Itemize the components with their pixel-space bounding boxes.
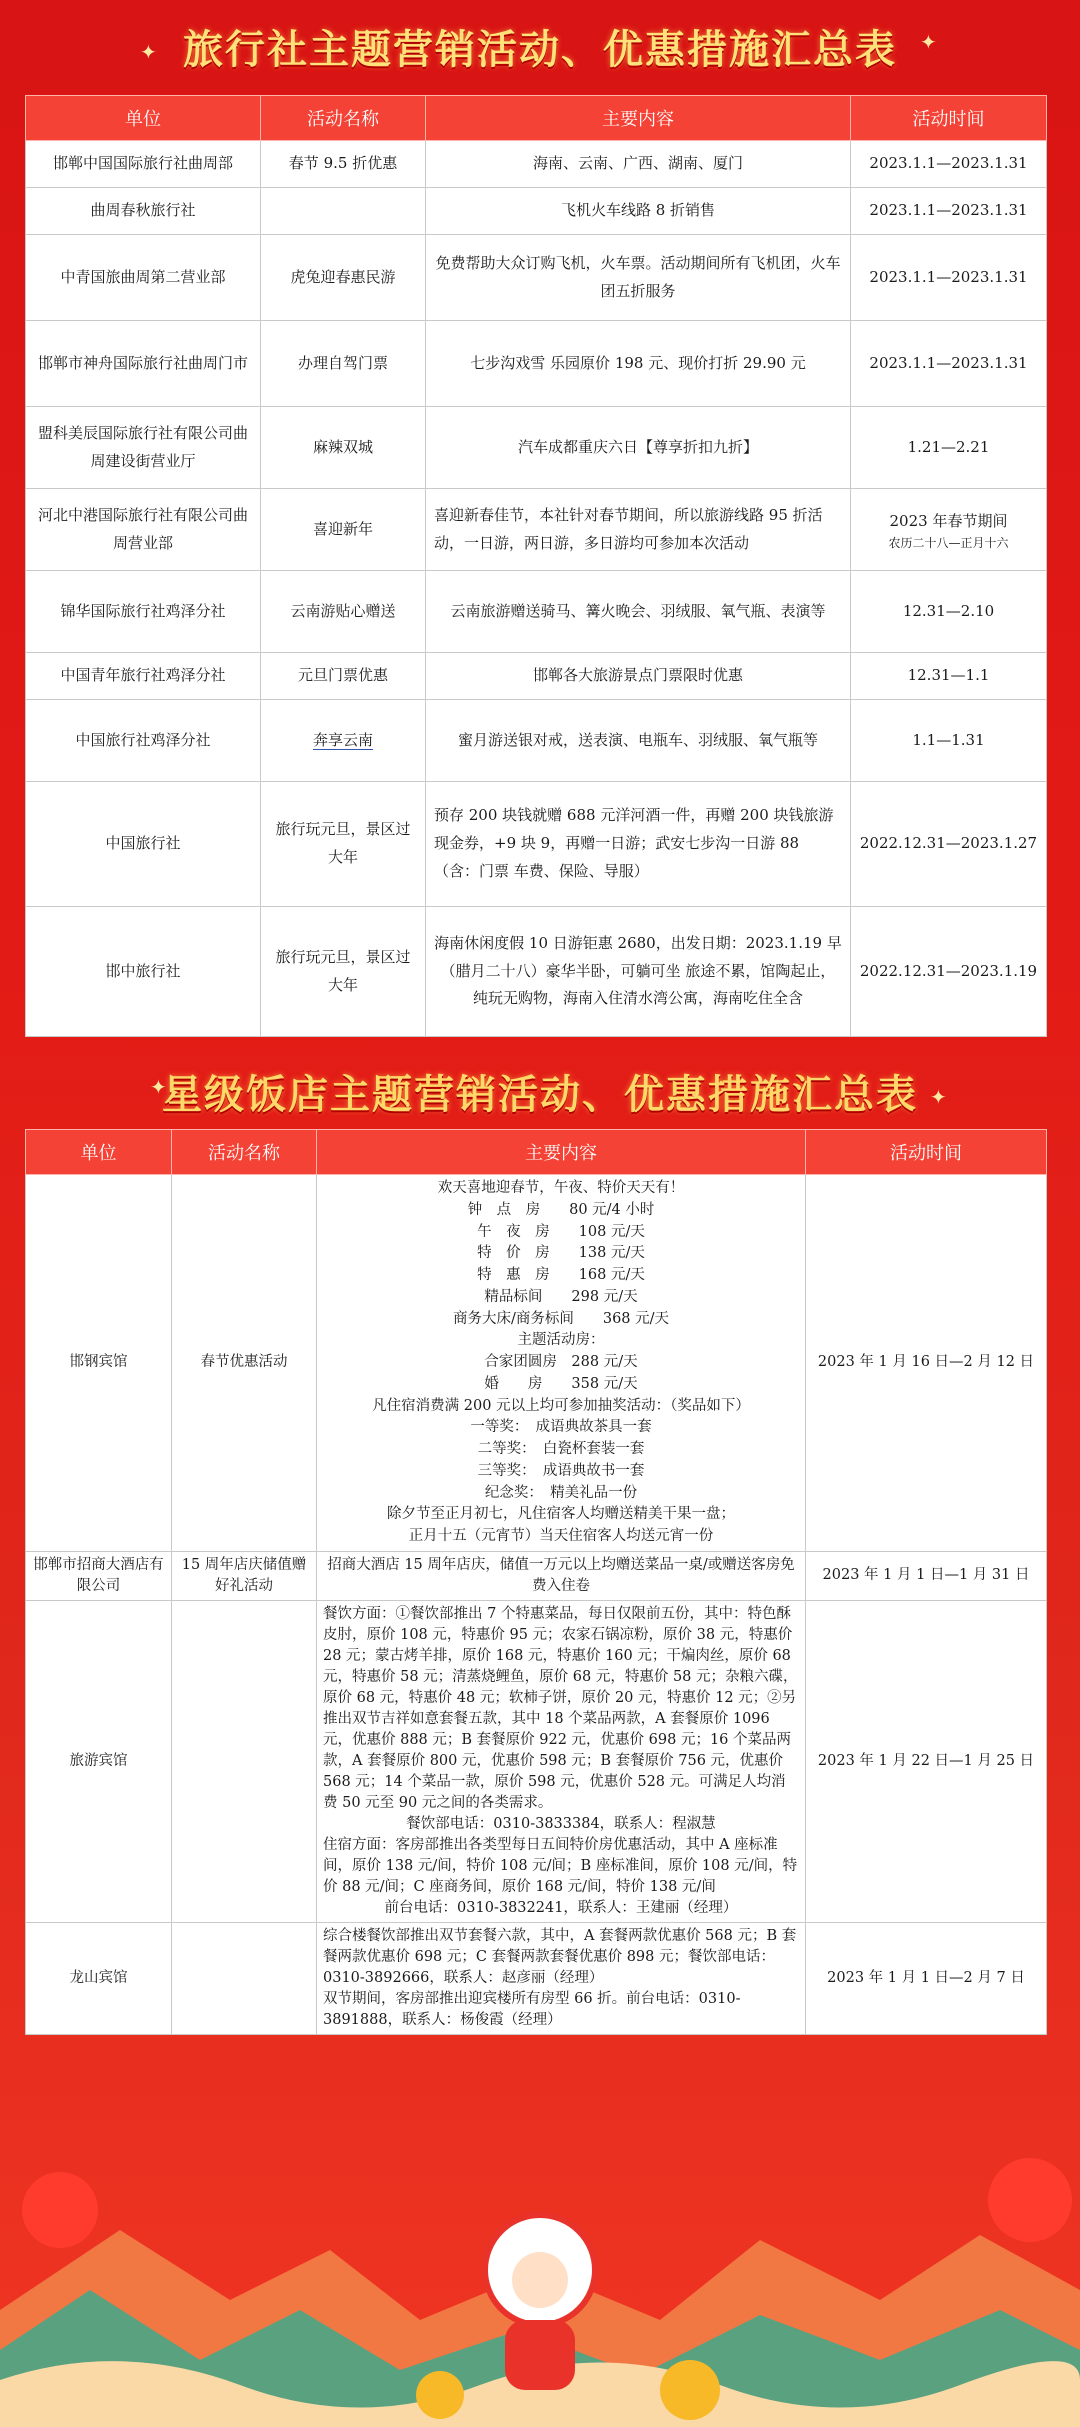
gold-coin-icon — [660, 2360, 720, 2420]
cell-content: 蜜月游送银对戒，送表演、电瓶车、羽绒服、氧气瓶等 — [426, 700, 851, 782]
table-row — [26, 907, 1047, 1037]
table1-title: 旅行社主题营销活动、优惠措施汇总表 — [183, 27, 897, 73]
table-row — [26, 782, 1047, 907]
content-line: 婚 房 358 元/天 — [484, 1375, 638, 1392]
cell-activity — [172, 1600, 317, 1922]
cell-activity — [261, 188, 426, 235]
cell-content: 七步沟戏雪 乐园原价 198 元、现价打折 29.90 元 — [426, 321, 851, 407]
sparkle-icon: ✦ — [140, 40, 157, 64]
cell-activity — [261, 700, 426, 782]
cell-content — [317, 1600, 806, 1922]
cell-time: 1.21—2.21 — [851, 407, 1047, 489]
header-content: 主要内容 — [426, 96, 851, 141]
cell-time: 2023 年 1 月 1 日—1 月 31 日 — [806, 1551, 1047, 1600]
cell-unit: 盟科美辰国际旅行社有限公司曲周建设街营业厅 — [26, 407, 261, 489]
content-line: 除夕节至正月初七，凡住宿客人均赠送精美干果一盘； — [387, 1506, 735, 1523]
content-line: 商务大床/商务标间 368 元/天 — [452, 1310, 670, 1327]
content-line: 正月十五（元宵节）当天住宿客人均送元宵一份 — [408, 1528, 714, 1544]
cell-unit: 曲周春秋旅行社 — [26, 188, 261, 235]
content-line: 合家团圆房 288 元/天 — [484, 1354, 638, 1370]
cell-content — [317, 1923, 806, 2035]
content-line: 特 价 房 138 元/天 — [477, 1245, 645, 1262]
header-time: 活动时间 — [806, 1130, 1047, 1175]
cell-time: 12.31—1.1 — [851, 653, 1047, 700]
sparkle-icon: ✦ — [930, 1085, 947, 1109]
cell-activity — [172, 1923, 317, 2035]
cell-unit: 河北中港国际旅行社有限公司曲周营业部 — [26, 489, 261, 571]
table-row — [26, 188, 1047, 235]
cell-time-main: 2023 年春节期间 — [889, 511, 1008, 530]
cell-time: 2022.12.31—2023.1.19 — [851, 907, 1047, 1037]
table-row — [26, 407, 1047, 489]
cell-time: 2023 年 1 月 16 日—2 月 12 日 — [806, 1175, 1047, 1552]
cell-activity: 春节优惠活动 — [172, 1175, 317, 1552]
content-line: 主题活动房： — [517, 1332, 605, 1349]
cell-content: 海南休闲度假 10 日游钜惠 2680，出发日期：2023.1.19 早（腊月二十八）豪华半卧，可躺可坐 旅途不累，馆陶起止，纯玩无购物，海南入住清水湾公寓，海南吃住全含 — [426, 907, 851, 1037]
cell-activity: 喜迎新年 — [261, 489, 426, 571]
cell-activity: 办理自驾门票 — [261, 321, 426, 407]
content-paragraph: 餐饮方面：①餐饮部推出 7 个特惠菜品，每日仅限前五份，其中：特色酥皮肘，原价 108 元，特惠价 95 元；农家石锅凉粉，原价 38 元，特惠价 28 元；蒙古烤羊排，原价 168 元，特惠价 160 元；干煸肉丝，原价 68 元，特惠价 58 元；清蒸烧鲤鱼，原价 68 元，特惠价 58 元；杂粮六碟，原价 68 元，特惠价 48 元；软柿子饼，原价 20 元，特惠价 12 元；②另推出双节吉祥如意套餐五款，其中 18 个菜品两款，A 套餐原价 1096 元，优惠价 888 元；B 套餐原价 922 元，优惠价 698 元；16 个菜品两款，A 套餐原价 800 元，优惠价 598 元；B 套餐原价 756 元，优惠价 568 元；14 个菜品一款，原价 598 元，优惠价 528 元。可满足人均消费 50 元至 90 元之间的各类需求。 — [323, 1605, 798, 1811]
festive-footer-illustration — [0, 2140, 1080, 2427]
cell-activity: 旅行玩元旦，景区过大年 — [261, 907, 426, 1037]
cell-time: 2022.12.31—2023.1.27 — [851, 782, 1047, 907]
gold-coin-icon — [416, 2371, 464, 2419]
table-row — [26, 1600, 1047, 1922]
sparkle-icon: ✦ — [150, 1075, 167, 1099]
table-header-row — [26, 96, 1047, 141]
cell-unit: 龙山宾馆 — [26, 1923, 172, 2035]
cell-time: 2023.1.1—2023.1.31 — [851, 321, 1047, 407]
cell-time: 1.1—1.31 — [851, 700, 1047, 782]
cell-unit: 中青国旅曲周第二营业部 — [26, 235, 261, 321]
content-line: 二等奖： 白瓷杯套装一套 — [477, 1441, 645, 1457]
cell-unit: 邯郸市神舟国际旅行社曲周门市 — [26, 321, 261, 407]
cell-unit: 旅游宾馆 — [26, 1600, 172, 1922]
cell-content: 邯郸各大旅游景点门票限时优惠 — [426, 653, 851, 700]
header-unit: 单位 — [26, 1130, 172, 1175]
table-row — [26, 321, 1047, 407]
table-header-row — [26, 1130, 1047, 1175]
mascot-body-icon — [505, 2320, 575, 2390]
content-line: 特 惠 房 168 元/天 — [477, 1267, 645, 1283]
cell-activity: 麻辣双城 — [261, 407, 426, 489]
cell-activity: 旅行玩元旦，景区过大年 — [261, 782, 426, 907]
cell-unit: 邯郸中国国际旅行社曲周部 — [26, 141, 261, 188]
cell-content: 云南旅游赠送骑马、篝火晚会、羽绒服、氧气瓶、表演等 — [426, 571, 851, 653]
cell-activity: 云南游贴心赠送 — [261, 571, 426, 653]
table-row — [26, 489, 1047, 571]
table-row — [26, 1551, 1047, 1600]
cell-content: 喜迎新春佳节，本社针对春节期间，所以旅游线路 95 折活动，一日游，两日游，多日游均可参加本次活动 — [426, 489, 851, 571]
cell-unit: 邯钢宾馆 — [26, 1175, 172, 1552]
cell-time: 2023.1.1—2023.1.31 — [851, 188, 1047, 235]
cell-content: 飞机火车线路 8 折销售 — [426, 188, 851, 235]
cell-time-note: 农历二十八—正月十六 — [888, 535, 1009, 550]
activity-link[interactable]: 奔享云南 — [312, 730, 373, 749]
cell-time: 12.31—2.10 — [851, 571, 1047, 653]
table-row — [26, 653, 1047, 700]
lantern-icon — [22, 2172, 98, 2248]
cell-activity: 15 周年店庆储值赠好礼活动 — [172, 1551, 317, 1600]
table-row — [26, 1175, 1047, 1552]
cell-time: 2023 年 1 月 1 日—2 月 7 日 — [806, 1923, 1047, 2035]
table-row — [26, 141, 1047, 188]
cell-unit: 邯中旅行社 — [26, 907, 261, 1037]
cell-unit: 邯郸市招商大酒店有限公司 — [26, 1551, 172, 1600]
cell-time: 2023.1.1—2023.1.31 — [851, 235, 1047, 321]
cell-time: 2023.1.1—2023.1.31 — [851, 141, 1047, 188]
content-line: 午 夜 房 108 元/天 — [477, 1223, 645, 1240]
cell-content: 预存 200 块钱就赠 688 元洋河酒一件，再赠 200 块钱旅游现金券，+9 块 9，再赠一日游；武安七步沟一日游 88（含：门票 车费、保险、导服） — [426, 782, 851, 907]
content-line: 前台电话：0310-3832241，联系人：王建丽（经理） — [384, 1900, 738, 1916]
cell-unit: 中国旅行社 — [26, 782, 261, 907]
cell-content: 汽车成都重庆六日【尊享折扣九折】 — [426, 407, 851, 489]
cell-unit: 中国旅行社鸡泽分社 — [26, 700, 261, 782]
cell-activity: 虎兔迎春惠民游 — [261, 235, 426, 321]
content-paragraph: 住宿方面：客房部推出各类型每日五间特价房优惠活动，其中 A 座标准间，原价 138 元/间，特价 108 元/间；B 座标准间，原价 108 元/间，特价 88 元/间；C 座商务间，原价 168 元/间，特价 138 元/间 — [323, 1836, 798, 1895]
table-row — [26, 1923, 1047, 2035]
cell-content: 招商大酒店 15 周年店庆，储值一万元以上均赠送菜品一桌/或赠送客房免费入住卷 — [317, 1551, 806, 1600]
header-unit: 单位 — [26, 96, 261, 141]
header-activity: 活动名称 — [261, 96, 426, 141]
cell-unit: 中国青年旅行社鸡泽分社 — [26, 653, 261, 700]
content-line: 欢天喜地迎春节，午夜、特价天天有！ — [437, 1180, 685, 1196]
sparkle-icon: ✦ — [920, 30, 937, 54]
table-row — [26, 700, 1047, 782]
cell-time — [851, 489, 1047, 571]
table2-title: 星级饭店主题营销活动、优惠措施汇总表 — [162, 1072, 918, 1118]
content-line: 凡住宿消费满 200 元以上均可参加抽奖活动：（奖品如下） — [372, 1397, 750, 1414]
table-row — [26, 571, 1047, 653]
hotel-table — [25, 1129, 1046, 2035]
mascot-face-icon — [512, 2252, 568, 2308]
content-line: 一等奖： 成语典故茶具一套 — [470, 1419, 652, 1436]
content-line: 精品标间 298 元/天 — [484, 1288, 638, 1305]
cell-activity: 元旦门票优惠 — [261, 653, 426, 700]
cell-activity: 春节 9.5 折优惠 — [261, 141, 426, 188]
cell-unit: 锦华国际旅行社鸡泽分社 — [26, 571, 261, 653]
header-activity: 活动名称 — [172, 1130, 317, 1175]
content-line: 餐饮部电话：0310-3833384，联系人：程淑慧 — [406, 1815, 716, 1832]
lantern-icon — [988, 2158, 1072, 2242]
content-line: 钟 点 房 80 元/4 小时 — [467, 1201, 655, 1218]
table-row — [26, 235, 1047, 321]
content-paragraph: 综合楼餐饮部推出双节套餐六款，其中，A 套餐两款优惠价 568 元；B 套餐两款优惠价 698 元；C 套餐两款套餐优惠价 898 元；餐饮部电话：0310-3892666，联系人：赵彦丽（经理） — [323, 1928, 797, 1987]
header-time: 活动时间 — [851, 96, 1047, 141]
cell-content: 海南、云南、广西、湖南、厦门 — [426, 141, 851, 188]
cell-content — [317, 1175, 806, 1552]
header-content: 主要内容 — [317, 1130, 806, 1175]
content-line: 纪念奖： 精美礼品一份 — [484, 1484, 638, 1501]
content-line: 三等奖： 成语典故书一套 — [477, 1462, 645, 1479]
cell-content: 免费帮助大众订购飞机，火车票。活动期间所有飞机团，火车团五折服务 — [426, 235, 851, 321]
cell-time: 2023 年 1 月 22 日—1 月 25 日 — [806, 1600, 1047, 1922]
content-paragraph: 双节期间，客房部推出迎宾楼所有房型 66 折。前台电话：0310-3891888，联系人：杨俊霞（经理） — [323, 1991, 741, 2029]
travel-agency-table — [25, 95, 1046, 1037]
